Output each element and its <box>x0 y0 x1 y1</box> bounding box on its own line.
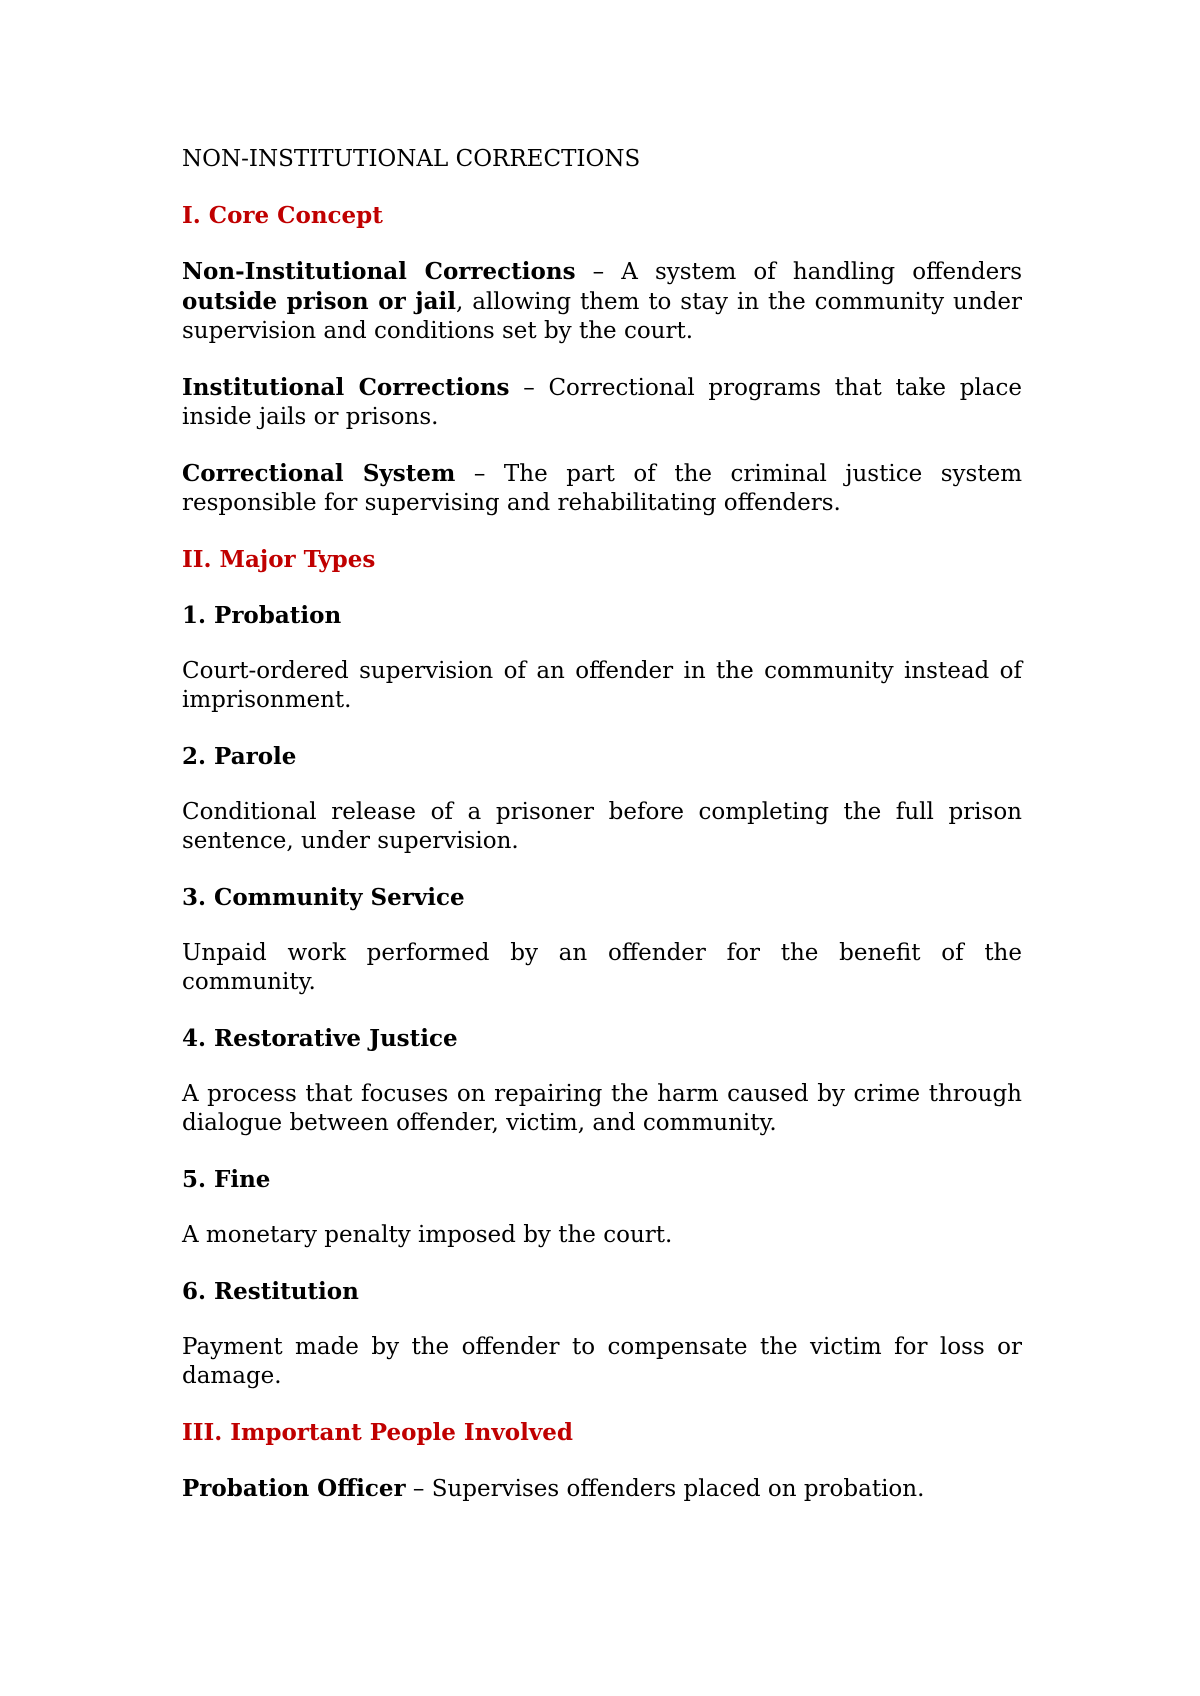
definition-text: , allowing them to stay in the community under supervision and conditions set by the court. <box>182 289 1023 344</box>
type-description-restitution: Payment made by the offender to compensate the victim for loss or damage. <box>182 1334 1022 1389</box>
type-description-parole: Conditional release of a prisoner before completing the full prison sentence, under supervision. <box>182 799 1022 854</box>
definition-non-institutional-corrections <box>182 257 1022 346</box>
definition-text: – Correctional programs that take place inside jails or prisons. <box>182 375 1022 430</box>
definition-emphasis: outside prison or jail <box>182 288 456 315</box>
person-text: – Supervises offenders placed on probation. <box>405 1476 925 1502</box>
definition-text: – A system of handling offenders <box>575 259 1023 285</box>
definition-institutional-corrections <box>182 373 1022 432</box>
type-description-fine: A monetary penalty imposed by the court. <box>182 1222 673 1248</box>
section-heading-major-types: II. Major Types <box>182 546 376 573</box>
type-title-community-service: 3. Community Service <box>182 884 465 911</box>
type-title-restorative-justice: 4. Restorative Justice <box>182 1025 458 1052</box>
type-title-parole: 2. Parole <box>182 743 297 770</box>
section-heading-core-concept: I. Core Concept <box>182 202 383 229</box>
type-title-restitution: 6. Restitution <box>182 1278 359 1305</box>
person-probation-officer <box>182 1474 1022 1504</box>
type-title-fine: 5. Fine <box>182 1166 271 1193</box>
definition-term: Non-Institutional Corrections <box>182 258 576 285</box>
type-description-probation: Court-ordered supervision of an offender in the community instead of imprisonment. <box>182 658 1022 713</box>
section-heading-people-involved: III. Important People Involved <box>182 1419 573 1446</box>
type-title-probation: 1. Probation <box>182 602 342 629</box>
definition-correctional-system <box>182 459 1022 518</box>
type-description-restorative-justice: A process that focuses on repairing the harm caused by crime through dialogue between offender, victim, and community. <box>182 1081 1022 1136</box>
document-body <box>182 145 1022 1531</box>
definition-text: – The part of the criminal justice system responsible for supervising and rehabilitating offenders. <box>182 461 1022 516</box>
document-title: NON-INSTITUTIONAL CORRECTIONS <box>182 146 641 172</box>
type-description-community-service: Unpaid work performed by an offender for the benefit of the community. <box>182 940 1022 995</box>
definition-term: Institutional Corrections <box>182 374 510 401</box>
person-term: Probation Officer <box>182 1475 406 1502</box>
definition-term: Correctional System <box>182 460 456 487</box>
